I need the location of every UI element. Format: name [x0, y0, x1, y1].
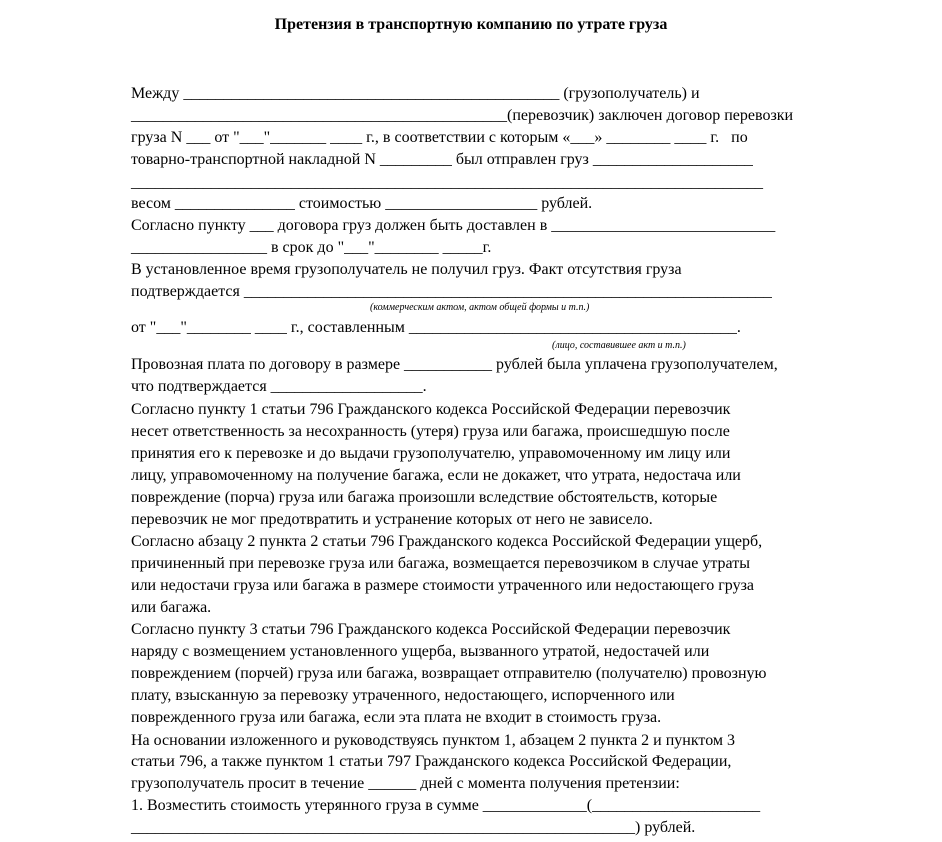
text-line-3: груза N ___ от "___"_______ ____ г., в соответствии с которым «___» ________ ____ г. по	[131, 129, 748, 146]
text-line-23: или багажа.	[131, 599, 212, 616]
text-line-32: 1. Возместить стоимость утерянного груза в сумме _____________(_____________________	[131, 797, 761, 814]
text-line-12: Провозная плата по договору в размере ___________ рублей была уплачена грузополучателем,	[131, 356, 778, 373]
text-line-9: В установленное время грузополучатель не получил груз. Факт отсутствия груза	[131, 261, 682, 278]
text-line-26: повреждением (порчей) груза или багажа, возвращает отправителю (получателю) провозную	[131, 665, 767, 682]
text-line-22: или недостачи груза или багажа в размере стоимости утраченного или недостающего груза	[131, 577, 754, 594]
text-line-16: принятия его к перевозке и до выдачи грузополучателю, управомоченному им лицу или	[131, 445, 731, 462]
text-line-2: _______________________________________________(перевозчик) заключен договор перевозки	[131, 107, 794, 124]
text-line-17: лицу, управомоченному на получение багажа, если не докажет, что утрата, недостача или	[131, 467, 741, 484]
text-line-19: перевозчик не мог предотвратить и устранение которых от него не зависело.	[131, 511, 653, 528]
text-line-30: статьи 796, а также пунктом 1 статьи 797 Гражданского кодекса Российской Федерации,	[131, 753, 732, 770]
text-line-28: поврежденного груза или багажа, если эта плата не входит в стоимость груза.	[131, 709, 662, 726]
text-line-33: _______________________________________________________________) рублей.	[131, 819, 696, 836]
text-line-21: причиненный при перевозке груза или багажа, возмещается перевозчиком в случае утраты	[131, 555, 750, 572]
text-line-13: что подтверждается ___________________.	[131, 378, 427, 395]
text-line-14: Согласно пункту 1 статьи 796 Гражданского кодекса Российской Федерации перевозчик	[131, 401, 731, 418]
text-line-4: товарно-транспортной накладной N _________ был отправлен груз ____________________	[131, 151, 753, 168]
text-line-5: _______________________________________________________________________________	[131, 174, 763, 191]
text-line-11: от "___"________ ____ г., составленным _________________________________________.	[131, 319, 741, 336]
document-title: Претензия в транспортную компанию по утрате груза	[274, 16, 668, 33]
text-line-25: наряду с возмещением установленного ущерба, вызванного утратой, недостачей или	[131, 643, 710, 660]
text-line-1: Между _______________________________________________ (грузополучатель) и	[131, 85, 700, 102]
hint-act-author: (лицо, составившее акт и т.п.)	[552, 340, 686, 351]
text-line-8: _________________ в срок до "___"________ _____г.	[131, 239, 492, 256]
text-line-20: Согласно абзацу 2 пункта 2 статьи 796 Гражданского кодекса Российской Федерации ущерб,	[131, 533, 763, 550]
text-line-31: грузополучатель просит в течение ______ дней с момента получения претензии:	[131, 775, 680, 792]
text-line-15: несет ответственность за несохранность (утеря) груза или багажа, происшедшую после	[131, 423, 730, 440]
text-line-18: повреждение (порча) груза или багажа произошли вследствие обстоятельств, которые	[131, 489, 718, 506]
text-line-10: подтверждается __________________________________________________________________	[131, 283, 772, 300]
text-line-29: На основании изложенного и руководствуясь пунктом 1, абзацем 2 пункта 2 и пунктом 3	[131, 732, 736, 749]
hint-commercial-act: (коммерческим актом, актом общей формы и т.п.)	[370, 302, 590, 313]
text-line-27: плату, взысканную за перевозку утраченного, недостающего, испорченного или	[131, 687, 675, 704]
text-line-24: Согласно пункту 3 статьи 796 Гражданского кодекса Российской Федерации перевозчик	[131, 621, 731, 638]
text-line-7: Согласно пункту ___ договора груз должен быть доставлен в ____________________________	[131, 217, 776, 234]
text-line-6: весом _______________ стоимостью ___________________ рублей.	[131, 195, 593, 212]
